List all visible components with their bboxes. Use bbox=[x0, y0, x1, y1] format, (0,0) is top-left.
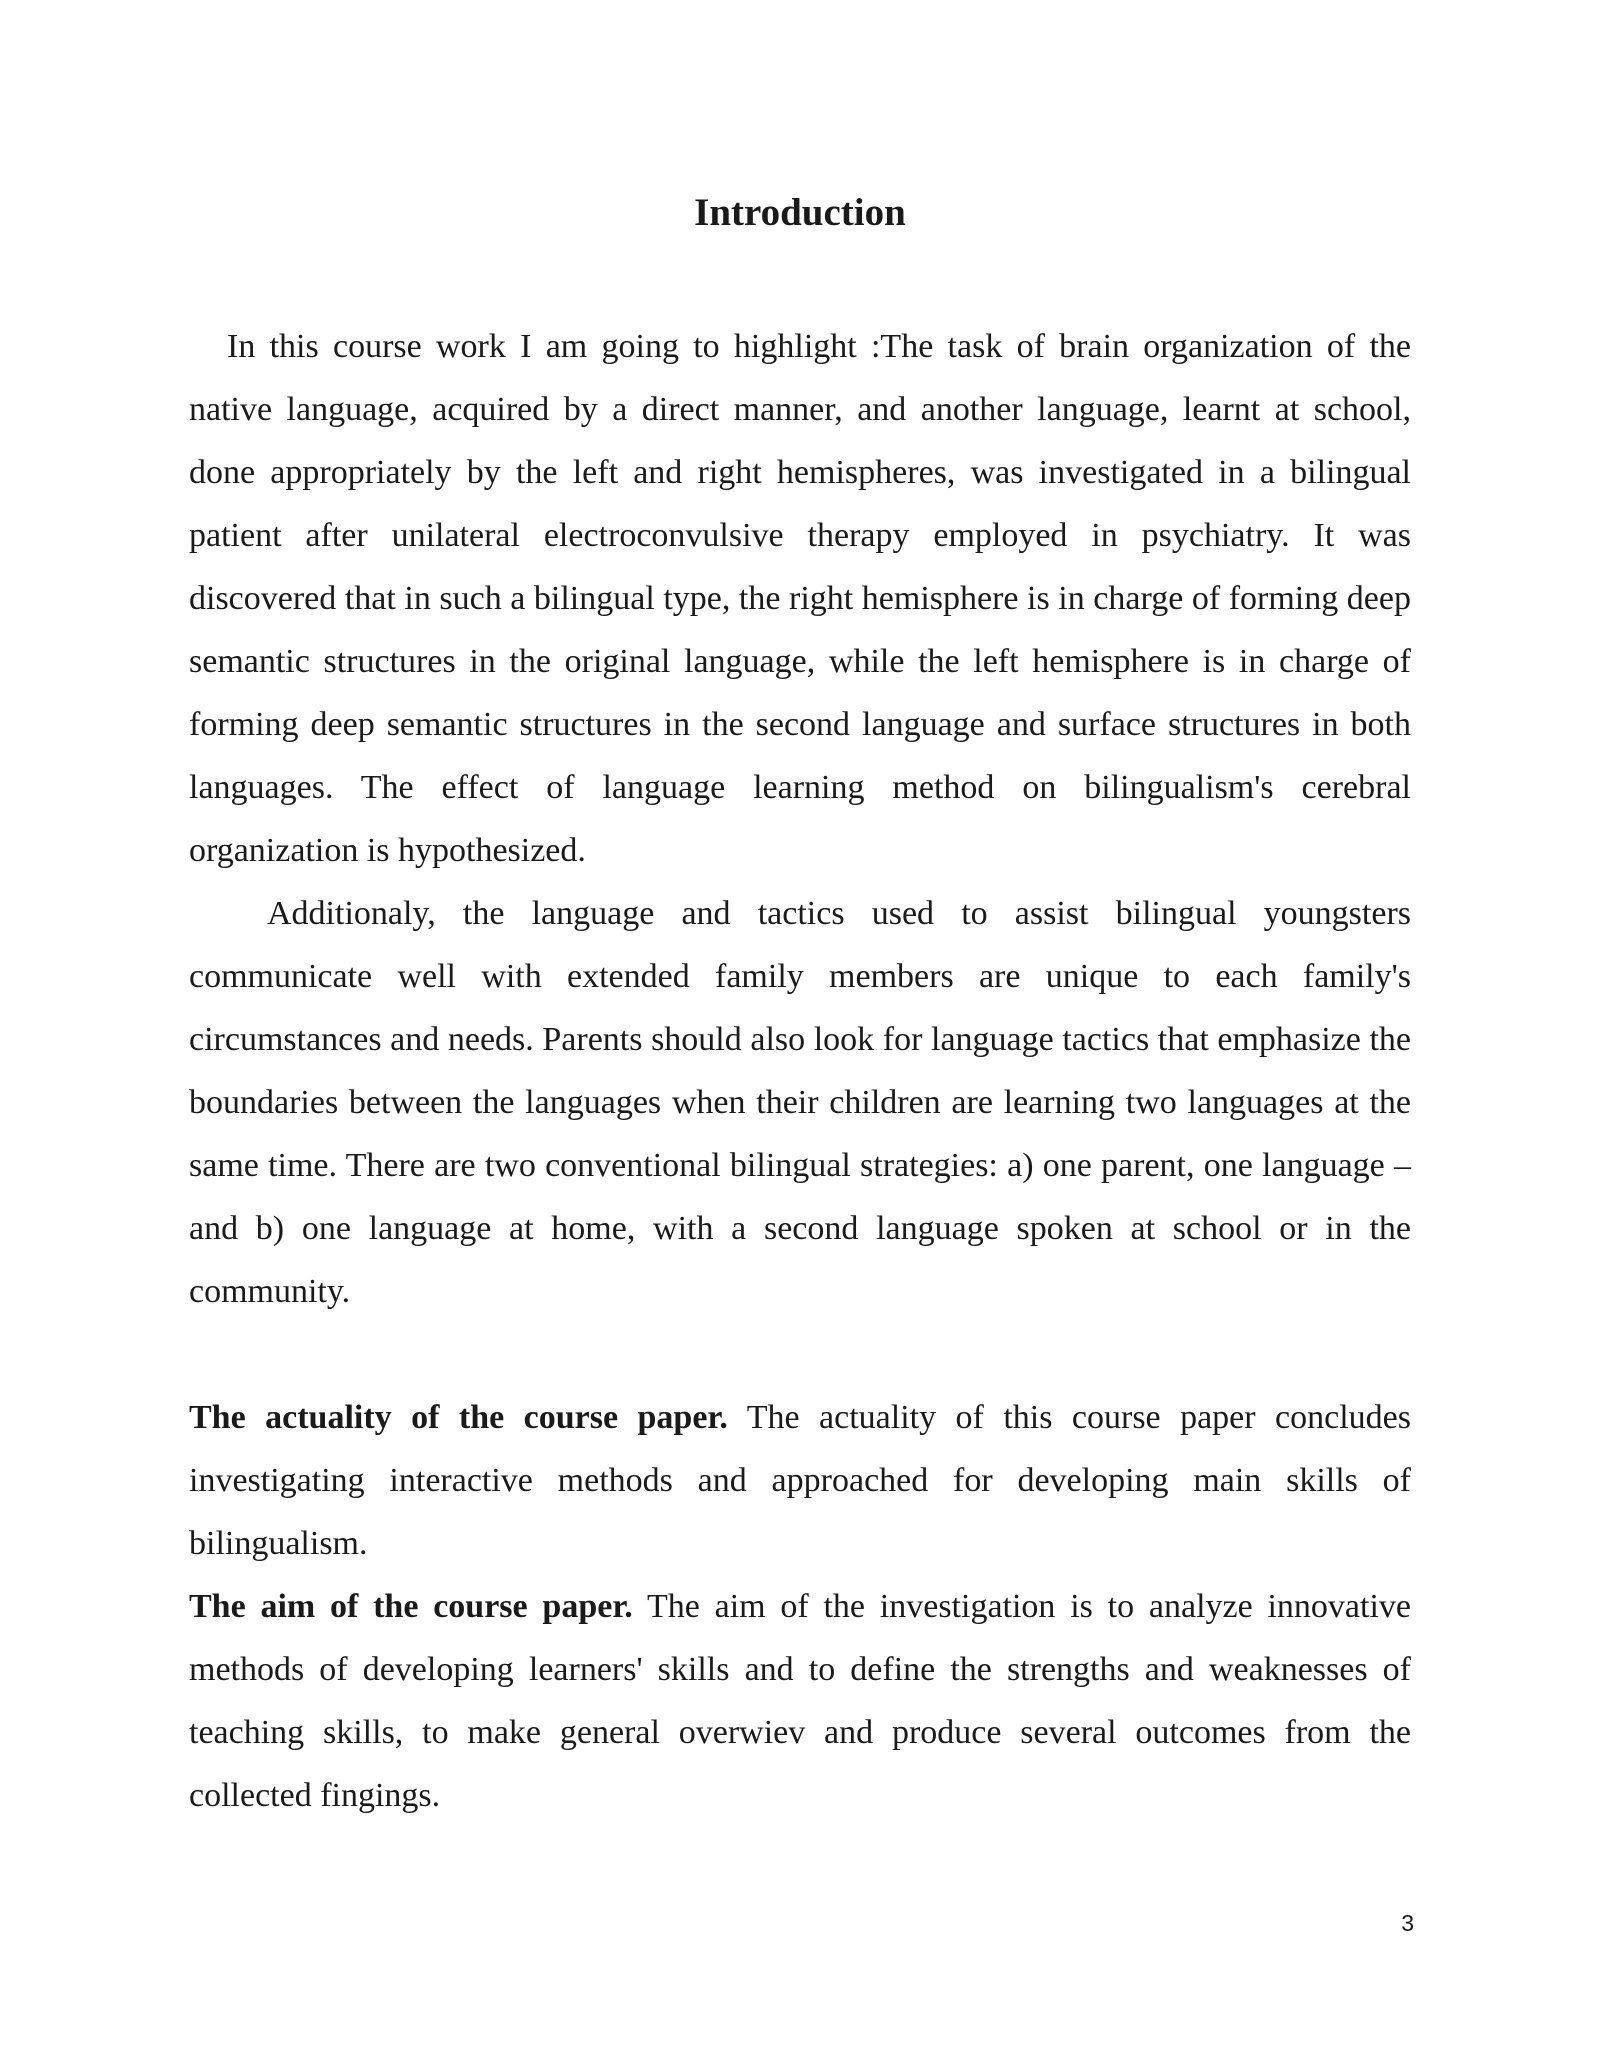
actuality-paragraph bbox=[189, 1386, 1411, 1575]
page-title: Introduction bbox=[694, 191, 906, 234]
aim-text: The aim of the investigation is to analyze innovative methods of developing learners' skills and to define the strengths and weaknesses of teaching skills, to make general overwiev and produce several outcomes from the collected fingings. bbox=[189, 1588, 1412, 1814]
aim-paragraph bbox=[189, 1575, 1411, 1827]
actuality-heading: The actuality of the course paper. bbox=[189, 1399, 728, 1436]
page-number: 3 bbox=[1401, 1910, 1414, 1936]
body-text bbox=[189, 315, 1411, 1827]
intro-paragraph-1: In this course work I am going to highlight :The task of brain organization of the native language, acquired by a direct manner, and another language, learnt at school, done appropriately by the left and right hemispheres, was investigated in a bilingual patient after unilateral electroconvulsive therapy employed in psychiatry. It was discovered that in such a bilingual type, the right hemisphere is in charge of forming deep semantic structures in the original language, while the left hemisphere is in charge of forming deep semantic structures in the second language and surface structures in both languages. The effect of language learning method on bilingualism's cerebral organization is hypothesized. bbox=[189, 328, 1411, 869]
actuality-text: The actuality of this course paper concludes investigating interactive methods and approached for developing main skills of bilingualism. bbox=[189, 1399, 1411, 1562]
paragraph-spacer bbox=[189, 1323, 1411, 1386]
intro-paragraph-2: Additionaly, the language and tactics used to assist bilingual youngsters communicate well with extended family members are unique to each family's circumstances and needs. Parents should also look for language tactics that emphasize the boundaries between the languages when their children are learning two languages at the same time. There are two conventional bilingual strategies: a) one parent, one language – and b) one language at home, with a second language spoken at school or in the community. bbox=[189, 895, 1411, 1310]
aim-heading: The aim of the course paper. bbox=[189, 1588, 633, 1625]
